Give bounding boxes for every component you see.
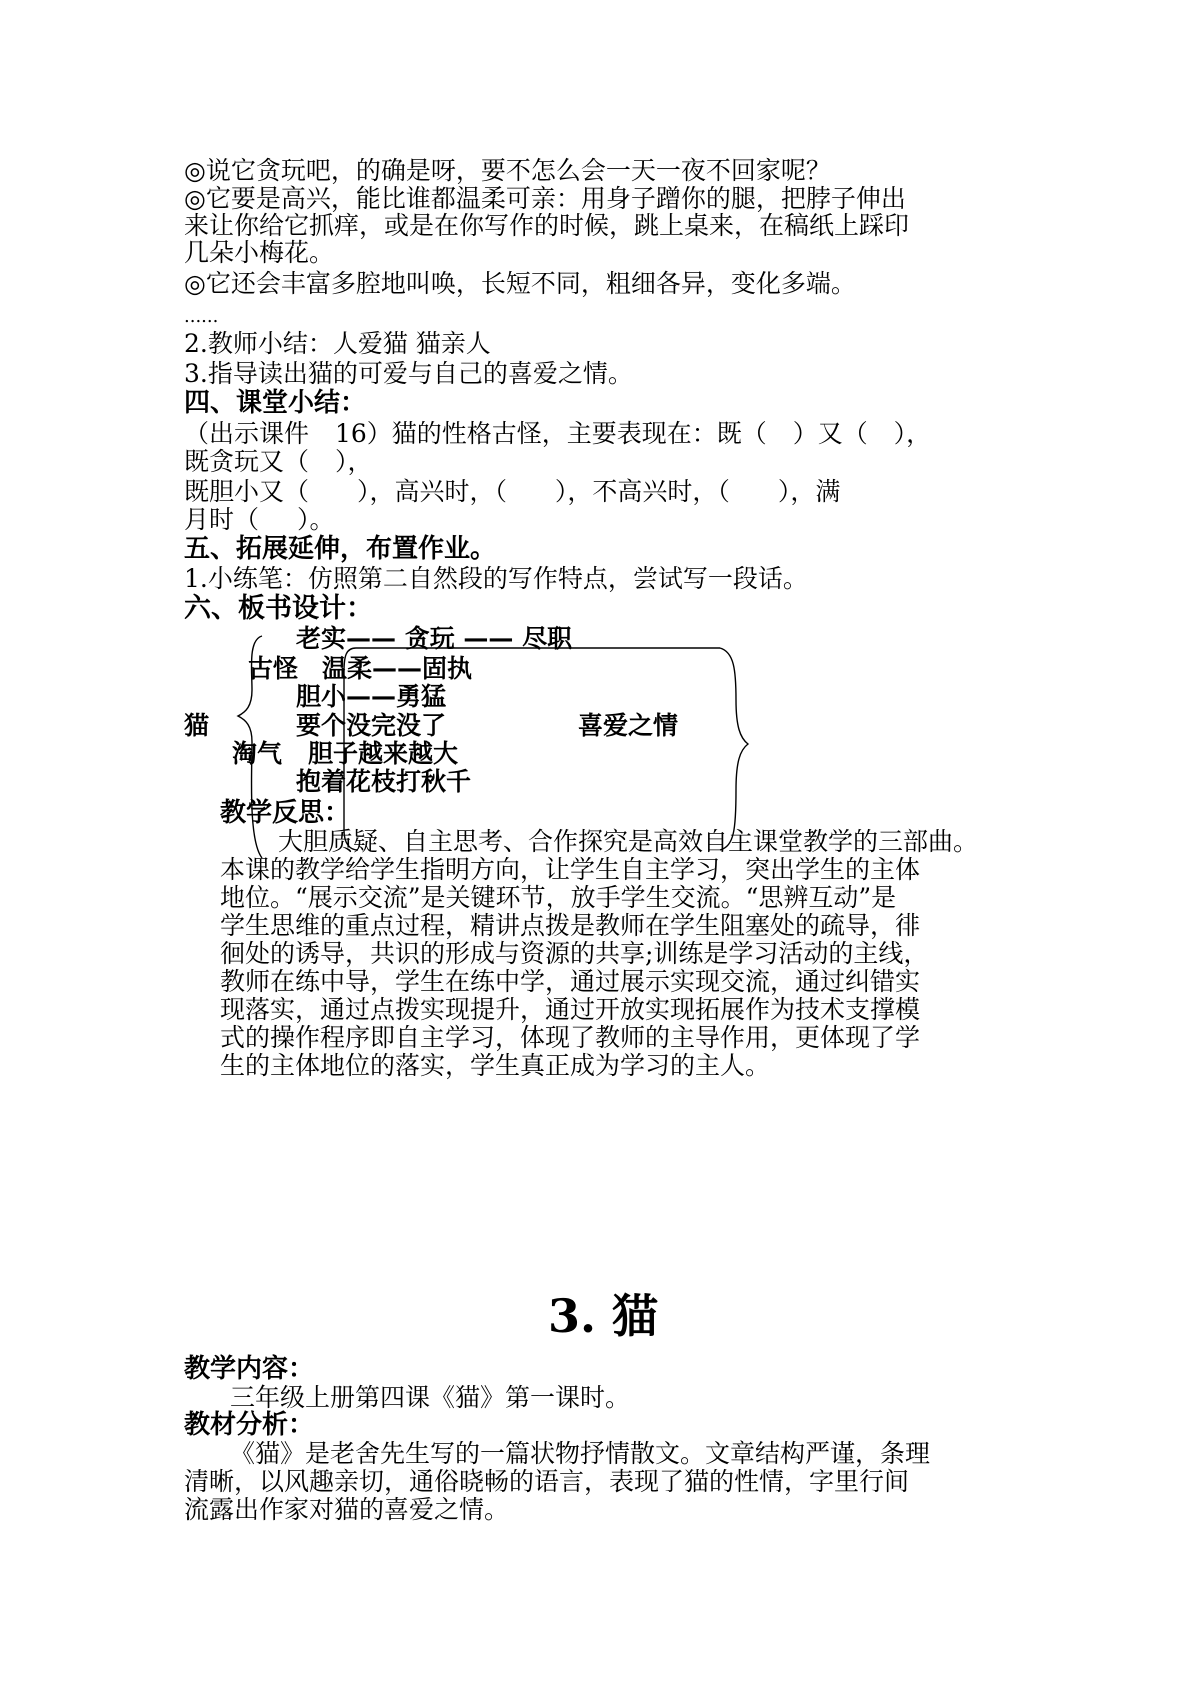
text-line: 既贪玩又（ ）， [184, 447, 373, 476]
section-heading: 教学内容： [184, 1354, 315, 1384]
text-line: 月时（ ）。 [184, 505, 335, 534]
text-line: 清晰，以风趣亲切，通俗晓畅的语言，表现了猫的性情，字里行间 [184, 1467, 910, 1496]
board-root: 猫 [184, 711, 210, 740]
text-line: 徊处的诱导，共识的形成与资源的共享;训练是学习活动的主线， [220, 939, 929, 968]
reflection-heading: 教学反思： [220, 798, 351, 828]
text-line: 三年级上册第四课《猫》第一课时。 [230, 1383, 631, 1412]
section-heading: 五、拓展延伸，布置作业。 [184, 534, 497, 564]
ellipsis-line: ...... [184, 306, 219, 327]
board-line: 胆小——勇猛 [296, 682, 447, 711]
text-line: （出示课件 16）猫的性格古怪，主要表现在：既（ ）又（ ）， [184, 419, 932, 448]
text-line: 《猫》是老舍先生写的一篇状物抒情散文。文章结构严谨，条理 [230, 1439, 931, 1468]
text-line: 1.小练笔：仿照第二自然段的写作特点，尝试写一段话。 [184, 564, 808, 593]
board-line: 温柔——固执 [322, 654, 473, 683]
text-line: 3.指导读出猫的可爱与自己的喜爱之情。 [184, 359, 633, 388]
board-line: 抱着花枝打秋千 [296, 767, 472, 796]
text-line: 现落实，通过点拨实现提升，通过开放实现拓展作为技术支撑模 [220, 995, 921, 1024]
text-line: 大胆质疑、自主思考、合作探究是高效自主课堂教学的三部曲。 [278, 827, 979, 856]
board-line: 要个没完没了 [296, 711, 447, 740]
board-label-tao: 淘气 [232, 739, 283, 768]
text-line: 既胆小又（ ），高兴时，（ ），不高兴时，（ ），满 [184, 477, 841, 506]
text-line: 几朵小梅花。 [184, 238, 335, 267]
text-line: 学生思维的重点过程，精讲点拨是教师在学生阻塞处的疏导，徘 [220, 911, 921, 940]
board-label-gu: 古怪 [248, 654, 299, 683]
section-heading: 四、课堂小结： [184, 388, 367, 418]
section-heading: 六、板书设计： [184, 593, 373, 624]
text-line: 来让你给它抓痒，或是在你写作的时候，跳上桌来，在稿纸上踩印 [184, 211, 910, 240]
board-right-label: 喜爱之情 [578, 711, 679, 740]
section-heading: 教材分析： [184, 1410, 315, 1440]
text-line: 本课的教学给学生指明方向，让学生自主学习，突出学生的主体 [220, 855, 921, 884]
text-line: ◎它要是高兴，能比谁都温柔可亲：用身子蹭你的腿，把脖子伸出 [184, 184, 906, 213]
lesson-title: 3. 猫 [548, 1289, 659, 1343]
text-line: 2.教师小结：人爱猫 猫亲人 [184, 329, 491, 358]
text-line: ◎它还会丰富多腔地叫唤，长短不同，粗细各异，变化多端。 [184, 269, 856, 298]
board-line: 胆子越来越大 [308, 739, 459, 768]
text-line: 地位。“展示交流”是关键环节，放手学生交流。“思辨互动”是 [220, 883, 897, 912]
board-line: 老实—— 贪玩 —— 尽职 [296, 624, 573, 653]
text-line: ◎说它贪玩吧，的确是呀，要不怎么会一天一夜不回家呢？ [184, 156, 831, 185]
text-line: 式的操作程序即自主学习，体现了教师的主导作用，更体现了学 [220, 1023, 921, 1052]
text-line: 生的主体地位的落实，学生真正成为学习的主人。 [220, 1051, 771, 1080]
text-line: 流露出作家对猫的喜爱之情。 [184, 1495, 510, 1524]
text-line: 教师在练中导，学生在练中学，通过展示实现交流，通过纠错实 [220, 967, 921, 996]
